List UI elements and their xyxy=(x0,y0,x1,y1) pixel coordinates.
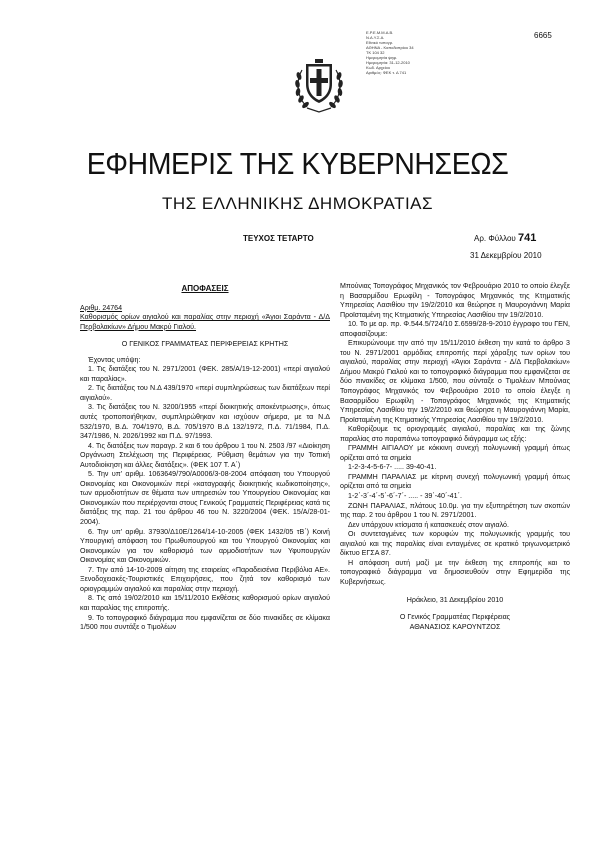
stamp-line: Κωδ. Αρχείου xyxy=(366,65,391,70)
section-heading: ΑΠΟΦΑΣΕΙΣ xyxy=(181,284,229,293)
stamp-line: Ημερομηνία: 31-12-2010 xyxy=(366,60,410,65)
paragraph: 10. Το με αρ. πρ. Φ.544.5/724/10 Σ.6599/28-9-2010 έγγραφο του ΓΕΝ, αποφασίζουμε: xyxy=(340,320,570,338)
paragraph: 1. Τις διατάξεις του Ν. 2971/2001 (ΦΕΚ. 285/Α/19-12-2001) «περί αιγιαλού και παραλίας». xyxy=(80,365,330,383)
paragraph: 8. Τις από 19/02/2010 και 15/11/2010 Εκθέσεις καθορισμού ορίων αιγιαλού και παραλίας της επιτροπής. xyxy=(80,594,330,612)
signature-place-date: Ηράκλειο, 31 Δεκεμβρίου 2010 xyxy=(406,595,504,604)
issuing-authority: Ο ΓΕΝΙΚΟΣ ΓΡΑΜΜΑΤΕΑΣ ΠΕΡΙΦΕΡΕΙΑΣ ΚΡΗΤΗΣ xyxy=(121,340,289,349)
having-regard: Έχοντας υπόψη: xyxy=(88,355,141,364)
paragraph: Επικυρώνουμε την από την 15/11/2010 έκθεση την κατά το άρθρο 3 του Ν. 2971/2001 αρμόδιας επιτροπής περί χάραξης των ορίων του αιγιαλού, παραλίας στην περιοχή «Άγιοι Σαράντα - Δ/Δ Περβολακίων» Δήμου Μακρύ Γιαλού και το τοπογραφικό διάγραμμα που εμφανίζεται σε δύο πινακίδες σε κλίμακα 1/500, που σύνταξε ο Τιμολέων Μπούνιας Τοπογράφος Μηχανικός τον Φεβρουάριο 2010 το οποίο έλεγξε η Βασαρμίδου Ερωφίλη - Τοπογράφος Μηχανικός της Κτηματικής Υπηρεσίας Λασιθίου την 19/2/2010 και θεώρησε η Μαυρογιάννη Μαρία, Προϊσταμένη της Κτηματικής Υπηρεσίας Λασιθίου την 19/2/2010. xyxy=(340,339,570,424)
stamp-line: Ν.Α.Υ.Σ.Α. xyxy=(366,35,385,40)
paragraph: 7. Την από 14-10-2009 αίτηση της εταιρείας «Παραδεισένια Περιβόλια ΑΕ». Ξενοδοχειακές-Τουριστικές Επιχειρήσεις, που ζητά τον καθορισμό των οριογραμμών αιγιαλού και παραλίας στην περιοχή. xyxy=(80,565,330,593)
decision-number: Αριθμ. 24764 xyxy=(80,303,123,312)
paragraph: 2. Τις διατάξεις του Ν.Δ 439/1970 «περί συμπληρώσεως των διατάξεων περί αιγιαλού». xyxy=(80,384,330,402)
sheet-label: Αρ. Φύλλου xyxy=(474,234,516,243)
right-column xyxy=(340,282,570,632)
paragraph: 9. Το τοπογραφικό διάγραμμα που εμφανίζεται σε δύο πινακίδες σε κλίμακα 1/500 που συντάξε ο Τιμολέων xyxy=(80,613,330,632)
paragraph: 3. Τις διατάξεις του Ν. 3200/1955 «περί διοικητικής αποκέντρωσης», όπως αυτές τροποποιήθηκαν, συμπληρώθηκαν και ισχύουν σήμερα, με τα Ν.Δ 532/1970, Β.Δ. 704/1970, Β.Δ. 705/1970 Β.Δ 132/1972, Π.Δ. 71/1984, Π.Δ. 347/1986, Ν. 2026/1992 και Π.Δ. 97/1993. xyxy=(80,403,330,441)
paragraph: ΖΩΝΗ ΠΑΡΑΛΙΑΣ, πλάτους 10.0μ. για την εξυπηρέτηση των σκοπών της παρ. 2 του άρθρου 1 του Ν. 2971/2001. xyxy=(340,501,570,520)
left-column xyxy=(80,276,330,633)
stamp-line: Ε.Ρ.Ε.Μ.Μ.Α.Β. xyxy=(366,30,394,35)
stamp-line: Ημερομηνία ψηφ. xyxy=(366,55,398,60)
stamp-line: ΤΚ 104 32 xyxy=(366,50,385,55)
coat-of-arms-icon xyxy=(293,56,345,114)
stamp-line: ΑΘΗΝΑ - Καποδιστρίου 34 xyxy=(366,45,414,50)
registration-stamp xyxy=(366,30,466,75)
paragraph: ΓΡΑΜΜΗ ΠΑΡΑΛΙΑΣ με κίτρινη συνεχή πολυγωνική γραμμή όπως ορίζεται από τα σημεία xyxy=(340,472,570,491)
signature-name: ΑΘΑΝΑΣΙΟΣ ΚΑΡΟΥΝΤΖΟΣ xyxy=(409,622,501,631)
paragraph: Μπούνιας Τοπογράφος Μηχανικός τον Φεβρουάριο 2010 το οποίο έλεγξε η Βασαρμίδου Ερωφίλη - Τοπογράφος Μηχανικός της Κτηματικής Υπηρεσίας Λασιθίου την 19/2/2010 και θεώρησε η Μαυρογιάννη Μαρία Προϊσταμένη της Κτηματικής Υπηρεσίας Λασιθίου την 19/2/2010. xyxy=(340,282,570,319)
signature-role: Ο Γενικός Γραμματέας Περιφέρειας xyxy=(399,613,511,622)
paragraph: Οι συντεταγμένες των κορυφών της πολυγωνικής γραμμής του αιγιαλού και της παραλίας είναι ενταγμένες σε κρατικό τριγωνομετρικό δίκτυο ΕΓΣΑ 87. xyxy=(340,530,570,558)
paragraph: ΓΡΑΜΜΗ ΑΙΓΙΑΛΟΥ με κόκκινη συνεχή πολυγωνική γραμμή όπως ορίζεται από τα σημεία xyxy=(340,444,570,462)
paragraph: 1-2-3-4-5-6-7- ..... 39-40-41. xyxy=(348,463,437,472)
gazette-subtitle: ΤΗΣ ΕΛΛΗΝΙΚΗΣ ΔΗΜΟΚΡΑΤΙΑΣ xyxy=(161,194,434,213)
issue-type: ΤΕΥΧΟΣ ΤΕΤΑΡΤΟ xyxy=(243,234,314,243)
paragraph: Καθορίζουμε τις οριογραμμές αιγιαλού, παραλίας και της ζώνης παραλίας στο παραπάνω τοπογραφικό διάγραμμα ως εξής: xyxy=(340,425,570,443)
stamp-line: Αριθμός: ΦΕΚ τ. Δ 741 xyxy=(366,70,407,75)
stamp-line: Εθνικό τυπογρ. xyxy=(366,40,394,45)
paragraph: 4. Τις διατάξεις των παραγρ. 2 και 6 του άρθρου 1 του Ν. 2503 /97 «Διοίκηση Οργάνωση Στελέχωση της Περιφέρειας. Ρύθμιση θεμάτων για την Τοπική Αυτοδιοίκηση και άλλες διατάξεις». (ΦΕΚ 107 Τ. Α΄) xyxy=(80,441,330,469)
paragraph: 6. Την υπ' αριθμ. 37930/Δ10Ε/1264/14-10-2005 (ΦΕΚ 1432/05 τΒ΄) Κοινή Υπουργική απόφαση του Πρωθυπουργού και του Υπουργού Οικονομίας και Οικονομικών για τον καθορισμό των αρμοδιοτήτων των Υφυπουργών Οικονομίας και Οικονομικών. xyxy=(80,527,330,565)
sheet-number-value: 741 xyxy=(518,232,537,244)
paragraph: 5. Την υπ' αριθμ. 1063649/790/Α0006/3-08-2004 απόφαση του Υπουργού Οικονομίας και Οικονομικών περί «καταγραφής διοικητικής κωδικοποίησης», των αρμοδιοτήτων σε θέματα των υπηρεσιών του Υπουργείου Οικονομίας και Οικονομικών που περιέρχονται στους Γενικούς Γραμματείς Περιφέρειας κατά τις διατάξεις της παρ. 21 του άρθρου 46 του Ν. 3220/2004 (ΦΕΚ. 15/Α/28-01-2004). xyxy=(80,470,330,527)
paragraph: Δεν υπάρχουν κτίσματα ή κατασκευές στον αιγιαλό. xyxy=(348,520,509,529)
issue-date: 31 Δεκεμβρίου 2010 xyxy=(470,251,542,260)
page-number: 6665 xyxy=(534,31,552,40)
paragraph: 1-2΄-3΄-4΄-5΄-6΄-7΄- ..... - 39΄-40΄-41΄. xyxy=(348,492,462,501)
paragraph: Η απόφαση αυτή μαζί με την έκθεση της επιτροπής και το τοπογραφικό διάγραμμα να δημοσιευθούν στην Εφημερίδα της Κυβερνήσεως. xyxy=(340,558,570,586)
sheet-number xyxy=(474,232,536,244)
gazette-title: ΕΦΗΜΕΡΙΣ ΤΗΣ ΚΥΒΕΡΝΗΣΕΩΣ xyxy=(86,146,509,181)
decision-title: Καθορισμός ορίων αιγιαλού και παραλίας στην περιοχή «Άγιοι Σαράντα - Δ/Δ Περβολακίων» Δήμου Μακρύ Γιαλού. xyxy=(80,313,330,331)
